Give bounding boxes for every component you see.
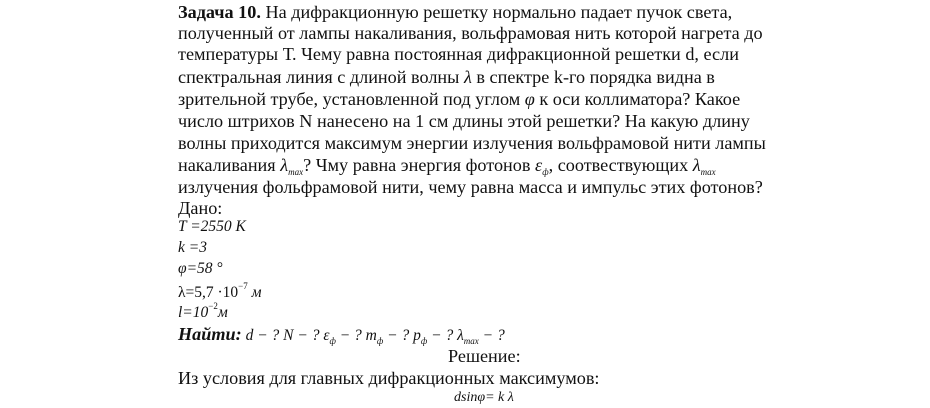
given-label: Дано: — [178, 198, 223, 218]
problem-title: Задача 10. — [178, 2, 261, 22]
given-angle: φ=58 ° — [178, 260, 223, 277]
solution-formula: dsinφ= k λ — [454, 390, 514, 405]
find-label: Найти: — [178, 324, 242, 344]
problem-line-6: число штрихов N нанесено на 1 см длины этой решетки? На какую длину — [178, 111, 750, 131]
given-order: k =3 — [178, 239, 207, 256]
problem-line-7: волны приходится максимум энергии излучения вольфрамовой нити лампы — [178, 133, 766, 153]
problem-line-4: спектральная линия с длиной волны λ в спектре k-го порядка видна в — [178, 67, 715, 87]
problem-line-9: излучения фольфрамовой нити, чему равна масса и импульс этих фотонов? — [178, 177, 763, 197]
problem-line-8: накаливания $\lambda_{max}$? Чму равна энергия фотонов $\varepsilon_ф$, соотвествующих $\lambda_{max}$ — [178, 155, 716, 177]
find-line: Найти: d − ? N − ? $\varepsilon_ф$ − ? $m_ф$ − ? $p_ф$ − ? $\lambda_{max}$ − ? — [178, 324, 505, 346]
given-wavelength: $\lambda=5,7 \cdot 10^{-7}$ м — [178, 281, 262, 301]
problem-line-5: зрительной трубе, установленной под углом φ к оси коллиматора? Какое — [178, 89, 741, 109]
solution-text: Из условия для главных дифракционных максимумов: — [178, 368, 600, 388]
problem-line-1: Задача 10. На дифракционную решетку нормально падает пучок света, — [178, 2, 733, 22]
solution-label: Решение: — [448, 346, 521, 366]
given-temperature: T =2550 K — [178, 218, 246, 235]
given-length: $l=10^{-2}м$ — [178, 301, 228, 321]
problem-line-2: полученный от лампы накаливания, вольфрамовая нить которой нагрета до — [178, 23, 763, 43]
problem-line-3: температуры Т. Чему равна постоянная дифракционной решетки d, если — [178, 44, 739, 64]
